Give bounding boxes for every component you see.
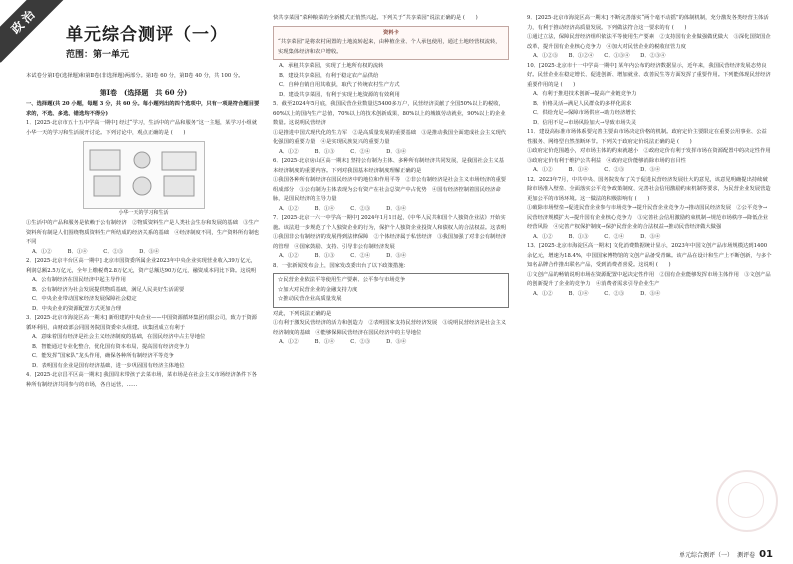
question-8 xyxy=(273,262,509,348)
question-stem: 3．[2025·北京市海淀区高一期末] 新组建的中央企业——中国资源循环集团有限公司，致力于资源循环利用，由财政部会同国务院国资委牵头组建。该集团成立有利于 xyxy=(26,315,257,331)
question-options: ①文创产品的畅销说明市场在资源配置中起决定性作用 ②国有企业能够发挥市场主体作用 ③文创产品的创新提升了企业的竞争力 ④消费者需求引导企业生产 xyxy=(527,271,771,287)
page-footer xyxy=(679,549,773,560)
question-stem: 7．[2025·北京一六一中学高一期中] 2024年1月1日起，《中华人民共和国个人独资企业法》开始实施。该法进一步规范了个人独资企业的行为，保护个人独资企业投资人和债权人的合法权益。这表明 xyxy=(273,215,507,231)
answer-choices: A．①② B．①④ C．②③ D．③④ xyxy=(279,205,407,212)
intro-text: 本试卷分第Ⅰ卷(选择题)和第Ⅱ卷(非选择题)两部分。第Ⅰ卷 60 分，第Ⅱ卷 40 分，共 100 分。 xyxy=(26,73,244,79)
subject-ribbon: 政治 xyxy=(0,0,66,63)
question-options: ①政府定价范围越小，对市场主体的约束就越小 ②政府定价有利于发挥市场在资源配置中的决定性作用 ③政府定价有利于维护公共利益 ④政府定价能够消除市场的盲目性 xyxy=(527,148,776,164)
option-b: B．公有制经济为社会发展提供物质基础，满足人民美好生活需要 xyxy=(32,286,185,293)
question-stem: 9．[2025·北京市海淀区高一期末] 不断完善落实“两个毫不动摇”的体制机制，充分激发各类经营主体活力，有利于推动经济高质量发展。下列做法符合这一要求的有 ( ) xyxy=(527,15,769,31)
question-stem: 6．[2025·北京房山区高一期末] 坚持公有制为主体、多种所有制经济共同发展，是我国社会主义基本经济制度的重要内容。下列对我国基本经济制度理解正确的是 xyxy=(273,158,504,174)
policy-box xyxy=(273,273,509,308)
info-card xyxy=(273,26,509,61)
answer-choices: A．①②③ B．①②④ C．①③④ D．②③④ xyxy=(533,53,666,59)
option-b: B．智能通过专业化整合，优化国有资本布局，提高国有经济竞争力 xyxy=(32,343,190,350)
question-4 xyxy=(26,371,261,390)
option-d: D．建设共享菜园，有利于实现土地资源的有效利用 xyxy=(279,91,400,98)
answer-choices: A．①② B．①③ C．②④ D．③④ xyxy=(279,148,407,155)
question-stem: 2．[2025·北京丰台区高一期中] 北京市国资委所属企业2023年中央企业实现营业收入39万亿元，利润总额2.5万亿元，全年上缴税费2.8万亿元，资产总额达90万亿元，融资成本同比下降。这说明 xyxy=(26,258,257,274)
question-options: ①我国各种所有制经济在国民经济中的地位和作用平等 ②非公有制经济是社会主义市场经济的重要组成部分 ③公有制为主体表现为公有资产在社会总资产中占优势 ④国有经济控制着国民经济命脉，是国民经济的主导力量 xyxy=(273,177,507,202)
column-left xyxy=(26,72,261,390)
info-card-title: 资料卡 xyxy=(383,29,399,36)
question-7 xyxy=(273,214,509,262)
option-b: B．价格灵活→满足人民群众的多样化需求 xyxy=(533,100,632,107)
question-options: ①通过立法，保障民营经济组织依法平等使用生产要素 ②支持国有企业做强做优做大 ③深化国资国企改革，提升国有企业核心竞争力 ④加大对民营企业的税收征管力度 xyxy=(527,34,771,50)
answer-choices: A．①② B．①④ C．②③ D．③④ xyxy=(533,167,661,173)
question-stem: 11．建设高标准市场体系要完善主要由市场决定价格的机制。政府定价主要限定在重要公用事业、公益性服务、网络型自然垄断环节。下列关于政府定价说法正确的是 ( ) xyxy=(527,129,767,145)
watermark-stamp xyxy=(716,470,778,532)
policy-item: ☆推动民营企业高质量发展 xyxy=(278,296,342,302)
question-stem: 5．截至2024年5月底，我国民营企业数量达5400多万户，民营经济贡献了全国50%以上的税收，60%以上的国内生产总值，70%以上的技术创新成果，80%以上的城镇劳动就业，90%以上的企业数量。这说明民营经济 xyxy=(273,101,506,126)
question-3 xyxy=(26,314,261,371)
daily-life-illustration xyxy=(84,142,204,208)
option-c: C．能发挥“国家队”龙头作用，确保各种所有制经济平等竞争 xyxy=(32,353,174,359)
option-a: A．有利于推进技术创新→提高产业链竞争力 xyxy=(533,91,637,97)
page-number: 01 xyxy=(759,549,773,560)
option-c: C．中央企业带动国家经济发展保障社会稳定 xyxy=(32,296,137,302)
question-stem: 4．[2025·北京昌平区高一期末] 我国周末带孩子去菜市场，菜市场是在社会主义市场经济条件下各种所有制经济共同参与的市场，各自运营，…… xyxy=(26,372,257,388)
option-d: D．中央企业的资源配置方式更加合理 xyxy=(32,305,121,312)
question-stem: 8．一张新闻发布会上，国家发改委出台了以下政策措施： xyxy=(273,262,409,269)
page-subtitle: 范围：第一单元 xyxy=(66,50,130,60)
question-stem: 13．[2025·北京市海淀区高一期末] 文化消费数据统计显示，2023年中国文创产品市场规模达到1400余亿元，增速为18.4%，中国国家博物馆的文创产品备受青睐。该产品在设计和生产上不断创新，与多个知名品牌合作推出联名产品，受到消费者喜爱。这说明 ( ) xyxy=(527,243,772,268)
question-tail: 对此，下列说法正确的是 xyxy=(273,310,332,317)
question-illustration xyxy=(83,141,205,216)
question-stem: 1．[2025·北京市五十五中学高一期中] 经过“学习，生活中的产品和服务”这一主题，某学习小组就小华一天的学习和生活展开讨论。下列讨论中，观点正确的是 ( ) xyxy=(26,120,258,136)
section-title: 第Ⅰ卷 (选择题 共 60 分) xyxy=(99,87,188,97)
policy-item: ☆加大对民营企业的金融支持力度 xyxy=(278,286,358,293)
question-options: ①生活中的产品和服务是依赖于公有制经济 ②物质资料生产是人类社会生存和发展的基础 ③生产资料所有制是人们围绕物质资料生产所结成的经济关系的基础 ④经济制度不同，生产资料所有制也不同 xyxy=(26,220,260,245)
answer-choices: A．①② B．①④ C．②③ D．③④ xyxy=(279,339,407,345)
option-d: D．信用不足→市场风险加大→导致市场失灵 xyxy=(533,119,637,126)
option-c: C．自种自销自用其收获，取代了传统农村生产方式 xyxy=(279,82,400,88)
option-a: A．承租共享菜园，实现了土地所有权的流转 xyxy=(279,63,384,69)
question-6 xyxy=(273,157,509,214)
question-12 xyxy=(527,176,772,243)
footer-sub: 测评卷 xyxy=(737,552,756,559)
question-stem: 12．2023年7月，中共中央、国务院发布了关于促进民营经济发展壮大的意见，该意见明确提出持续破除市场准入壁垒、全面落实公平竞争政策制度、完善社会信用激励约束机制等要求，为民营企业发展营造更加公平的市场环境。这一做法的积极影响有 ( ) xyxy=(527,176,771,202)
question-2 xyxy=(26,257,261,314)
question-10 xyxy=(527,62,772,129)
option-b: B．建设共享菜园，有利于稳定农产品供给 xyxy=(279,72,379,79)
question-4-continued: 快共享菜园”菜种粮菜的全新模式正悄然兴起。下列关于“共享菜园”说法正确的是 ( ) xyxy=(273,15,478,21)
question-options: ①是推进中国式现代化的生力军 ②是高质量发展的重要基础 ③是推动我国全面建成社会主义现代化强国的重要力量 ④是实现民族复兴的重要力量 xyxy=(273,129,507,145)
footer-label: 单元综合测评（一） xyxy=(679,552,734,559)
policy-item: ☆民营企业依法平等使用生产要素、公平参与市场竞争 xyxy=(278,277,406,283)
question-stem: 10．[2025·北京市十一中学高一期中] 某年内公布的经济数据显示，近年来，我国民营经济发展态势良好。民营企业在稳定增长、促进创新、增加就业、改善民生等方面发挥了重要作用。下列能体现民营经济重要作用的是 ( ) xyxy=(527,62,771,88)
section-instructions: 一、选择题(共 20 小题，每题 3 分，共 60 分。每小题列出的四个选项中，只有一项是符合题目要求的，不选、多选、错选均不得分) xyxy=(26,101,260,117)
question-9 xyxy=(527,14,772,62)
figure-caption: 小华一天的学习和生活 xyxy=(118,209,169,216)
question-options: ①我国非公有制经济的发展得到法律保障 ②个体经济属于私营经济 ③我国加强了对非公有制经济的管理 ④国家鼓励、支持、引导非公有制经济发展 xyxy=(273,234,507,250)
column-middle xyxy=(273,14,509,348)
question-options: ①破除市场壁垒→促进民营企业参与市场竞争→提升民营企业竞争力→推动国民经济发展 ②公平竞争→民营经济规模扩大→提升国有企业核心竞争力 ③完善社会信用激励约束机制→规范市场秩序→降低企业经营风险 ④完善产权保护制度→保护民营企业的合法权益→推动民营经济做大做强 xyxy=(527,205,769,230)
column-right xyxy=(527,14,776,299)
info-card-body: “共享菜园”是将农村闲置的土地流转起来，由种植企业、个人承包使用，通过土地经营权流转，实现集体经济和农户增收。 xyxy=(278,39,501,55)
question-11 xyxy=(527,128,776,176)
option-a: A．公有制经济在国民经济中起主导作用 xyxy=(32,277,126,283)
question-options: ①有利于激发民营经济的活力和创造力 ②表明国家支持民营经济发展 ③说明民营经济是社会主义经济制度的基础 ④能够保障民营经济在国民经济中的主导地位 xyxy=(273,320,507,336)
answer-choices: A．①② B．①④ C．②③ D．③④ xyxy=(533,290,661,297)
page-header xyxy=(66,20,252,60)
option-d: D．表明国有企业是国有经济基础，进一步巩固国有经济主体地位 xyxy=(32,362,185,369)
question-13 xyxy=(527,242,772,299)
question-5 xyxy=(273,100,509,157)
answer-choices: A．①② B．①③ C．②④ D．③④ xyxy=(279,253,407,259)
answer-choices: A．①② B．①④ C．②③ D．③④ xyxy=(32,248,160,255)
option-c: C．供给充足→保障市场供应→助力经济增长 xyxy=(533,110,636,116)
option-a: A．意味着国有经济是社会主义经济制度的基础，在国民经济中占主导地位 xyxy=(32,334,206,340)
question-1 xyxy=(26,119,261,257)
page-title: 单元综合测评（一） xyxy=(66,25,228,45)
answer-choices: A．①② B．①③ C．②④ D．③④ xyxy=(533,233,661,240)
